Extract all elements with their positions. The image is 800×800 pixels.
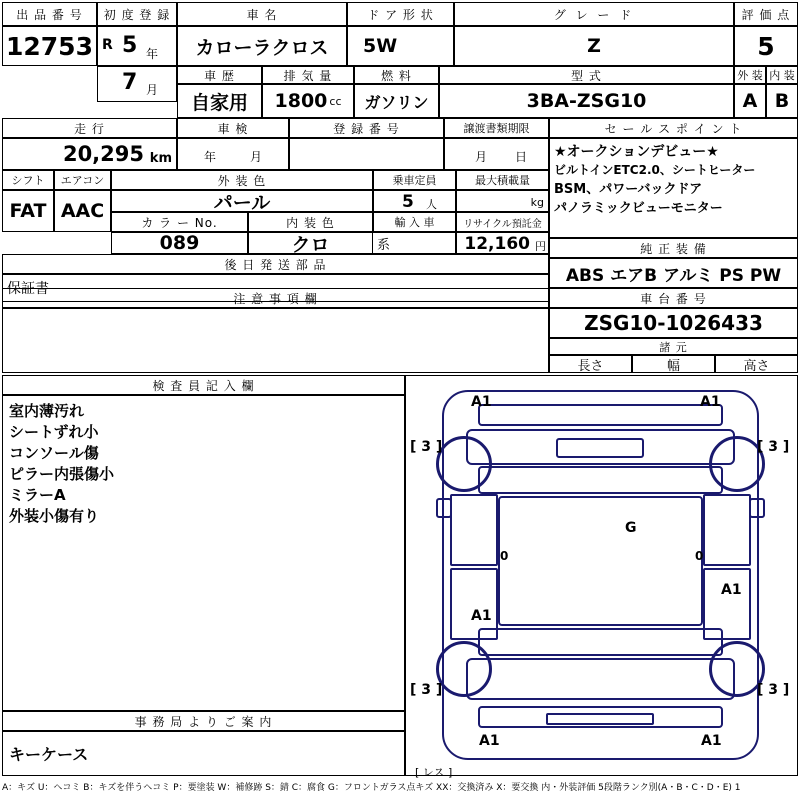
footer-legend: A：キズ U：ヘコミ B：キズを伴うヘコミ P：要塗装 W：補修跡 S：錆 C：腐食 G：フロントガラス点キズ XX：交換済み X：要交換 内・外装評価 5段階ランク別(A・B・C・D・E) 1 xyxy=(2,783,741,793)
car-name-label: 車 名 xyxy=(177,2,347,26)
interior-grade-label: 内 装 xyxy=(766,66,798,84)
history-label: 車 歴 xyxy=(177,66,262,84)
rear-window xyxy=(478,628,723,656)
displacement-value xyxy=(262,84,354,118)
seating-number: 5 xyxy=(402,192,414,212)
mark-a1-front-left: A1 xyxy=(471,394,492,410)
first-reg-year-unit: 年 xyxy=(146,47,159,61)
interior-color-suffix-cell xyxy=(373,232,456,254)
length-label: 長さ xyxy=(549,355,632,373)
transfer-deadline-label: 譲渡書類期限 xyxy=(444,118,549,138)
inspector-line-2: シートずれ小 xyxy=(9,423,99,441)
interior-color-text: クロ xyxy=(291,233,330,254)
front-grille xyxy=(556,438,644,458)
left-front-door xyxy=(450,494,498,566)
equipment-value: ABS エアB アルミ PS PW xyxy=(549,258,798,288)
inspector-line-1: 室内薄汚れ xyxy=(9,402,85,420)
license-plate xyxy=(546,713,654,725)
shift-label: シフト xyxy=(2,170,54,190)
displacement-number: 1800 xyxy=(274,90,328,112)
inspector-box xyxy=(2,395,405,711)
shaken-label: 車 検 xyxy=(177,118,289,138)
later-parts-value: 保証書 xyxy=(2,274,549,302)
left-mirror xyxy=(436,498,452,518)
recycle-fee-label: リサイクル預託金 xyxy=(456,212,549,232)
mark-a1-rear-right: A1 xyxy=(701,733,722,749)
seating-label: 乗車定員 xyxy=(373,170,456,190)
first-reg-label: 初 度 登 録 xyxy=(97,2,177,26)
mark-bracket-left-front: [ 3 ] xyxy=(410,439,443,455)
mark-a1-front-right: A1 xyxy=(700,394,721,410)
right-rear-door xyxy=(703,568,751,640)
transfer-month-unit: 月 xyxy=(475,150,488,164)
transfer-deadline-value xyxy=(444,138,549,170)
windshield xyxy=(478,466,723,494)
inspector-line-3: コンソール傷 xyxy=(9,444,99,462)
exterior-color-value: パール xyxy=(111,190,373,212)
first-reg-era: R xyxy=(102,37,113,53)
shaken-year-unit: 年 xyxy=(204,150,217,164)
registration-no-label: 登 録 番 号 xyxy=(289,118,444,138)
model-code-label: 型 式 xyxy=(439,66,734,84)
inspector-line-4: ピラー内張傷小 xyxy=(9,465,115,483)
car-name-value: カローラクロス xyxy=(177,26,347,66)
notes-label: 注 意 事 項 欄 xyxy=(2,288,549,308)
mark-g-windshield: G xyxy=(625,520,637,536)
color-no-value: 089 xyxy=(111,232,248,254)
dimension-label: 諸 元 xyxy=(549,338,798,355)
first-reg-month-cell xyxy=(97,66,177,102)
sales-point-line-4: パノラミックビューモニター xyxy=(554,201,723,216)
office-text: キーケース xyxy=(2,731,405,776)
interior-color-label: 内 装 色 xyxy=(248,212,373,232)
trunk xyxy=(466,658,735,700)
max-load-value xyxy=(456,190,549,212)
equipment-label: 純 正 装 備 xyxy=(549,238,798,258)
mark-bracket-right-rear: [ 3 ] xyxy=(757,682,790,698)
grade-label: グ レ ー ド xyxy=(454,2,734,26)
sales-point-line-1: ★オークションデビュー★ xyxy=(554,144,719,160)
exterior-grade-value: A xyxy=(734,84,766,118)
notes-text xyxy=(3,309,548,317)
mark-zero-right: 0 xyxy=(695,549,704,563)
right-mirror xyxy=(749,498,765,518)
left-rear-wheel xyxy=(436,641,492,697)
width-label: 幅 xyxy=(632,355,715,373)
score-label: 評 価 点 xyxy=(734,2,798,26)
mileage-label: 走 行 xyxy=(2,118,177,138)
exterior-color-label: 外 装 色 xyxy=(111,170,373,190)
transfer-day-unit: 日 xyxy=(515,150,528,164)
office-title: 事 務 局 よ り ご 案 内 xyxy=(2,711,405,731)
mileage-value xyxy=(2,138,177,170)
history-value: 自家用 xyxy=(177,84,262,118)
model-code-value: 3BA-ZSG10 xyxy=(439,84,734,118)
interior-color-suffix: 系 xyxy=(377,237,391,253)
recycle-fee-number: 12,160 xyxy=(464,234,530,254)
first-reg-month-unit: 月 xyxy=(146,83,159,97)
exterior-grade-label: 外 装 xyxy=(734,66,766,84)
inspector-line-5: ミラーA xyxy=(9,486,66,504)
color-no-label: カ ラ ー No. xyxy=(111,212,248,232)
door-type-value: 5W xyxy=(347,26,454,66)
registration-no-value xyxy=(289,138,444,170)
notes-box xyxy=(2,308,549,373)
inspector-title: 検 査 員 記 入 欄 xyxy=(2,375,405,395)
recycle-fee-unit: 円 xyxy=(535,240,546,253)
lot-no-value: 12753 xyxy=(2,26,97,66)
seating-value xyxy=(373,190,456,212)
aircon-label: エアコン xyxy=(54,170,111,190)
displacement-unit: cc xyxy=(329,94,342,108)
chassis-no-label: 車 台 番 号 xyxy=(549,288,798,308)
shaken-month-unit: 月 xyxy=(250,150,263,164)
fuel-label: 燃 料 xyxy=(354,66,439,84)
first-reg-month: 7 xyxy=(122,70,138,95)
shift-value: FAT xyxy=(2,190,54,232)
right-front-door xyxy=(703,494,751,566)
seating-unit: 人 xyxy=(426,198,437,211)
sales-point-label: セ ー ル ス ポ イ ン ト xyxy=(549,118,798,138)
sales-point-line-3: BSM、パワーバックドア xyxy=(554,182,703,197)
door-type-label: ド ア 形 状 xyxy=(347,2,454,26)
mark-bracket-left-rear: [ 3 ] xyxy=(410,682,443,698)
recycle-fee-value xyxy=(456,232,549,254)
left-front-wheel xyxy=(436,436,492,492)
first-reg-value xyxy=(97,26,177,66)
sales-point-box xyxy=(549,138,798,238)
max-load-label: 最大積載量 xyxy=(456,170,549,190)
displacement-label: 排 気 量 xyxy=(262,66,354,84)
later-parts-label: 後 日 発 送 部 品 xyxy=(2,254,549,274)
interior-color-value xyxy=(248,232,373,254)
height-label: 高さ xyxy=(715,355,798,373)
aircon-value: AAC xyxy=(54,190,111,232)
shaken-value xyxy=(177,138,289,170)
sales-point-line-2: ビルトインETC2.0、シートヒーター xyxy=(554,163,756,177)
import-label: 輸 入 車 xyxy=(373,212,456,232)
mileage-unit: km xyxy=(149,151,172,166)
left-rear-door xyxy=(450,568,498,640)
rear-spare-label: [ レス ] xyxy=(415,766,453,779)
roof xyxy=(498,496,703,626)
grade-value: Z xyxy=(454,26,734,66)
mark-a1-right-door: A1 xyxy=(721,582,742,598)
max-load-unit: kg xyxy=(530,196,544,209)
mark-bracket-right-front: [ 3 ] xyxy=(757,439,790,455)
fuel-value: ガソリン xyxy=(354,84,439,118)
first-reg-year: 5 xyxy=(122,33,138,58)
mileage-number: 20,295 xyxy=(62,142,144,166)
inspector-line-6: 外装小傷有り xyxy=(9,507,100,525)
mark-zero-left: 0 xyxy=(500,549,509,563)
interior-grade-value: B xyxy=(766,84,798,118)
lot-no-label: 出 品 番 号 xyxy=(2,2,97,26)
chassis-no-value: ZSG10-1026433 xyxy=(549,308,798,338)
front-bumper xyxy=(478,404,723,426)
mark-a1-rear-left: A1 xyxy=(479,733,500,749)
car-diagram xyxy=(405,375,798,776)
score-value: 5 xyxy=(734,26,798,66)
mark-a1-left-rear-door: A1 xyxy=(471,608,492,624)
